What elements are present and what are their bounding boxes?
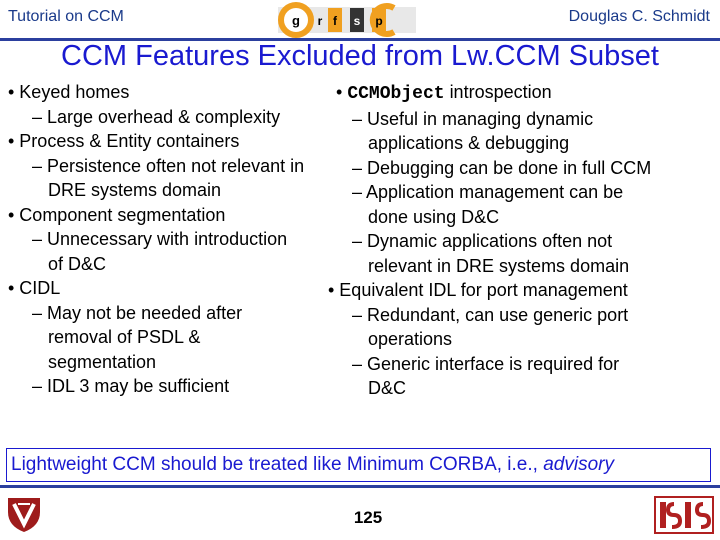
sub-bullet-item: – May not be needed after (32, 302, 243, 323)
sub-bullet-item: – Application management can be (352, 182, 624, 202)
isis-logo-icon (654, 496, 714, 534)
logo-letter: s (353, 14, 361, 28)
bullet-item: • Component segmentation (8, 204, 226, 225)
right-column (328, 80, 651, 401)
logo-letter: p (375, 14, 383, 28)
sub-bullet-continuation: relevant in DRE systems domain (368, 255, 630, 276)
sub-bullet-item: – Generic interface is required for (352, 353, 620, 374)
bullet-item: • CIDL (8, 278, 61, 298)
logo-letter: g (292, 13, 300, 28)
sub-bullet-item: – Redundant, can use generic port (352, 304, 629, 325)
sub-bullet-item: – Large overhead & complexity (32, 106, 281, 127)
bullet-item: • Process & Entity containers (8, 131, 240, 151)
left-column (8, 80, 304, 399)
sub-bullet-item: – Useful in managing dynamic (352, 108, 594, 129)
header-course-title: Tutorial on CCM (8, 8, 124, 25)
sub-bullet-item: – Persistence often not relevant in (32, 155, 305, 176)
slide-title: CCM Features Excluded from Lw.CCM Subset (61, 40, 659, 72)
bullet-mark: • (336, 82, 343, 102)
sub-bullet-item: – Debugging can be done in full CCM (352, 157, 652, 178)
sub-bullet-continuation: operations (368, 329, 453, 349)
sub-bullet-continuation: removal of PSDL & (48, 327, 201, 347)
right-lines (328, 107, 651, 401)
sub-bullet-item: – IDL 3 may be sufficient (32, 376, 230, 396)
header-author: Douglas C. Schmidt (568, 8, 710, 25)
ccmobject-bullet (328, 80, 651, 107)
gruppe-logo-icon (276, 2, 418, 38)
vanderbilt-logo-icon (6, 494, 42, 534)
sub-bullet-continuation: segmentation (48, 351, 157, 372)
sub-bullet-continuation: applications & debugging (368, 133, 570, 153)
footer-rule (0, 485, 720, 488)
ccmobject-text: introspection (449, 82, 552, 102)
bullet-item: • Keyed homes (8, 82, 130, 102)
logo-letter: f (333, 14, 337, 28)
sub-bullet-continuation: done using D&C (368, 206, 500, 227)
bullet-item: • Equivalent IDL for port management (328, 280, 628, 300)
callout-box (6, 448, 711, 482)
sub-bullet-continuation: DRE systems domain (48, 180, 222, 200)
callout-emphasis: advisory (543, 454, 614, 475)
ccmobject-code: CCMObject (347, 84, 445, 104)
sub-bullet-continuation: D&C (368, 378, 407, 398)
logo-letter: r (317, 14, 323, 28)
callout-text: Lightweight CCM should be treated like Minimum CORBA, i.e., (11, 454, 538, 475)
sub-bullet-continuation: of D&C (48, 253, 107, 274)
page-number: 125 (353, 508, 383, 527)
sub-bullet-item: – Unnecessary with introduction (32, 229, 288, 249)
sub-bullet-item: – Dynamic applications often not (352, 231, 613, 251)
